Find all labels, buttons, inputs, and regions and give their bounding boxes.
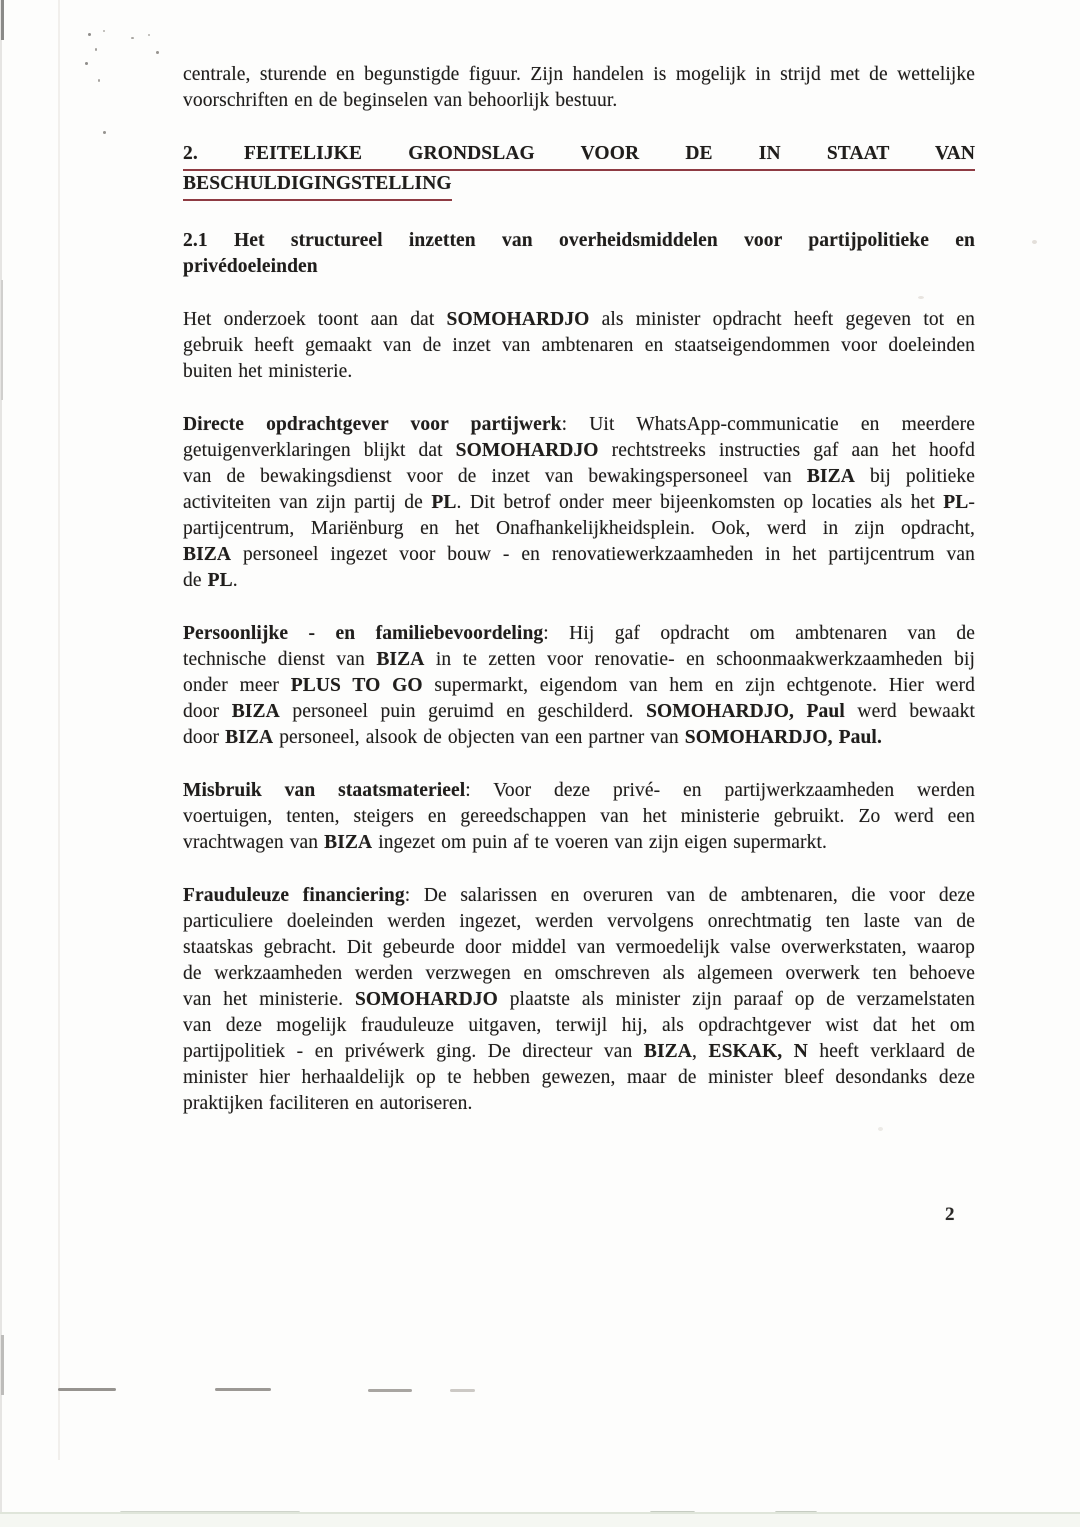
emphasized-text-run: PL [943, 492, 969, 513]
scan-speck [85, 62, 88, 65]
paragraph-persoonlijke-bevoordeling-line-3 [183, 673, 975, 699]
text-run: . Dit betrof onder meer bijeenkomsten op locaties als het [456, 492, 944, 513]
text-run: van deze mogelijk frauduleuze uitgaven, terwijl hij, als opdrachtgever wist dat het om [183, 1015, 975, 1036]
text-run: praktijken faciliteren en autoriseren. [183, 1093, 473, 1114]
page-number: 2 [945, 1204, 955, 1225]
paragraph-onderzoek-line-1 [183, 307, 975, 333]
scan-dash [215, 1388, 271, 1391]
text-run: werd bewaakt [844, 701, 975, 722]
scan-edge-line [1, 280, 3, 400]
text-run: supermarkt, eigendom van hem en zijn echtgenote. Hier werd [422, 675, 975, 696]
emphasized-text-run: BIZA [225, 727, 274, 748]
text-run: . [232, 570, 238, 591]
emphasized-text-run: 2.1 Het structureel inzetten van overheidsmiddelen voor partijpolitieke en [183, 230, 975, 251]
paragraph-directe-opdrachtgever-line-1 [183, 412, 975, 438]
paragraph-frauduleuze-financiering [183, 883, 975, 1117]
paragraph-onderzoek [183, 307, 975, 385]
paragraph-onderzoek-line-3 [183, 359, 975, 385]
text-run: door [183, 701, 232, 722]
paragraph-directe-opdrachtgever-line-6 [183, 542, 975, 568]
paragraph-frauduleuze-financiering-line-6 [183, 1013, 975, 1039]
scan-speck [918, 296, 924, 299]
text-run: partijcentrum, Mariënburg en het Onafhankelijkheidsplein. Ook, werd in zijn opdracht, [183, 518, 975, 539]
scan-edge-line [1, 1335, 4, 1395]
section-2-1-heading-line-2 [183, 254, 975, 280]
page-bottom-edge [0, 1512, 1080, 1527]
paragraph-directe-opdrachtgever-line-5 [183, 516, 975, 542]
scan-speck [103, 131, 106, 134]
paragraph-misbruik-staatsmaterieel-line-3 [183, 830, 975, 856]
scan-speck [95, 48, 97, 51]
text-run: in te zetten voor renovatie- en schoonmaakwerkzaamheden bij [424, 649, 975, 670]
paragraph-frauduleuze-financiering-line-4 [183, 961, 975, 987]
intro-paragraph-line-2 [183, 88, 975, 114]
emphasized-text-run: BIZA [806, 466, 855, 487]
paragraph-frauduleuze-financiering-line-7 [183, 1039, 975, 1065]
emphasized-text-run: Directe opdrachtgever voor partijwerk [183, 414, 562, 435]
scan-speck [156, 51, 159, 54]
scan-speck [131, 37, 134, 39]
paragraph-directe-opdrachtgever-line-4 [183, 490, 975, 516]
text-run: rechtstreeks instructies gaf aan het hoofd [598, 440, 975, 461]
paragraph-directe-opdrachtgever-line-7 [183, 568, 975, 594]
text-run: buiten het ministerie. [183, 361, 353, 382]
text-run: particuliere doeleinden werden ingezet, werden vervolgens onrechtmatig ten laste van de [183, 911, 975, 932]
emphasized-text-run: 2. FEITELIJKE GRONDSLAG VOOR DE IN STAAT VAN [183, 143, 975, 164]
text-run: activiteiten van zijn partij de [183, 492, 432, 513]
paragraph-persoonlijke-bevoordeling-line-2 [183, 647, 975, 673]
text-run: minister hier herhaaldelijk op te hebben gewezen, maar de minister bleef desondanks deze [183, 1067, 975, 1088]
scan-dash [368, 1389, 412, 1392]
intro-paragraph-line-1 [183, 62, 975, 88]
paragraph-misbruik-staatsmaterieel-line-2 [183, 804, 975, 830]
paragraph-frauduleuze-financiering-line-8 [183, 1065, 975, 1091]
emphasized-text-run: BESCHULDIGINGSTELLING [183, 173, 452, 194]
emphasized-text-run: Misbruik van staatsmaterieel [183, 780, 466, 801]
text-run: ingezet om puin af te voeren van zijn eigen supermarkt. [372, 832, 827, 853]
section-2-heading [183, 141, 975, 201]
paragraph-onderzoek-line-2 [183, 333, 975, 359]
text-run: de [183, 570, 208, 591]
emphasized-text-run: BIZA [183, 544, 232, 565]
paragraph-frauduleuze-financiering-line-1 [183, 883, 975, 909]
emphasized-text-run: SOMOHARDJO [446, 309, 590, 330]
paragraph-persoonlijke-bevoordeling [183, 621, 975, 751]
scan-edge-line [0, 0, 2, 1527]
text-run: personeel ingezet voor bouw - en renovatiewerkzaamheden in het partijcentrum van [231, 544, 975, 565]
text-run: personeel, alsook de objecten van een partner van [273, 727, 685, 748]
text-run: bij politieke [854, 466, 976, 487]
text-run: getuigenverklaringen blijkt dat [183, 440, 456, 461]
text-run: : De salarissen en overuren van de ambtenaren, die voor deze [404, 885, 975, 906]
text-run: de werkzaamheden werden verzwegen en omschreven als algemeen overwerk ten behoeve [183, 963, 975, 984]
paragraph-directe-opdrachtgever [183, 412, 975, 594]
paragraph-persoonlijke-bevoordeling-line-5 [183, 725, 975, 751]
text-run: voorschriften en de beginselen van behoorlijk bestuur. [183, 90, 618, 111]
scan-speck [88, 33, 91, 36]
text-run: staatskas gebracht. Dit gebeurde door middel van vermoedelijk valse overwerkstaten, waarop [183, 937, 975, 958]
paragraph-persoonlijke-bevoordeling-line-4 [183, 699, 975, 725]
paragraph-directe-opdrachtgever-line-2 [183, 438, 975, 464]
scan-speck [98, 79, 100, 82]
scan-dash [58, 1388, 116, 1391]
text-run: technische dienst van [183, 649, 377, 670]
text-run: personeel puin geruimd en geschilderd. [279, 701, 647, 722]
emphasized-text-run: BIZA [231, 701, 280, 722]
text-run: van de bewakingsdienst voor de inzet van bewakingspersoneel van [183, 466, 807, 487]
paragraph-frauduleuze-financiering-line-9 [183, 1091, 975, 1117]
paragraph-persoonlijke-bevoordeling-line-1 [183, 621, 975, 647]
section-2-heading-line-1 [183, 141, 975, 171]
text-run: plaatste als minister zijn paraaf op de verzamelstaten [497, 989, 975, 1010]
scan-speck [103, 30, 105, 32]
emphasized-text-run: PL [431, 492, 457, 513]
section-2-1-heading-line-1 [183, 228, 975, 254]
text-run: als minister opdracht heeft gegeven tot en [589, 309, 975, 330]
text-run: vrachtwagen van [183, 832, 325, 853]
emphasized-text-run: Frauduleuze financiering [183, 885, 405, 906]
text-run: centrale, sturende en begunstigde figuur. Zijn handelen is mogelijk in strijd met de wettelijke [183, 64, 975, 85]
paragraph-frauduleuze-financiering-line-5 [183, 987, 975, 1013]
scan-speck [1032, 240, 1037, 244]
section-2-heading-underlined-text [183, 171, 452, 201]
emphasized-text-run: SOMOHARDJO [354, 989, 498, 1010]
scan-dash [450, 1389, 475, 1392]
paragraph-misbruik-staatsmaterieel-line-1 [183, 778, 975, 804]
scan-speck [878, 1127, 883, 1131]
paragraph-frauduleuze-financiering-line-2 [183, 909, 975, 935]
text-run: : Uit WhatsApp-communicatie en meerdere [561, 414, 975, 435]
text-run: Het onderzoek toont aan dat [183, 309, 447, 330]
emphasized-text-run: PL [207, 570, 233, 591]
section-2-heading-line-2 [183, 171, 975, 201]
emphasized-text-run: SOMOHARDJO [455, 440, 599, 461]
text-run: , [691, 1041, 709, 1062]
intro-paragraph [183, 62, 975, 114]
text-run: gebruik heeft gemaakt van de inzet van ambtenaren en staatseigendommen voor doeleinden [183, 335, 975, 356]
text-run: : Hij gaf opdracht om ambtenaren van de [543, 623, 975, 644]
text-run: - [968, 492, 975, 513]
scan-edge-line [58, 0, 60, 1460]
text-run: onder meer [183, 675, 291, 696]
paragraph-frauduleuze-financiering-line-3 [183, 935, 975, 961]
emphasized-text-run: BIZA [376, 649, 425, 670]
document-content [183, 62, 975, 1117]
emphasized-text-run: Persoonlijke - en familiebevoordeling [183, 623, 544, 644]
emphasized-text-run: PLUS TO GO [290, 675, 423, 696]
text-run: voertuigen, tenten, steigers en gereedschappen van het ministerie gebruikt. Zo werd een [183, 806, 975, 827]
scan-edge-line [1, 0, 4, 40]
text-run: door [183, 727, 226, 748]
emphasized-text-run: privédoeleinden [183, 256, 318, 277]
paragraph-misbruik-staatsmaterieel [183, 778, 975, 856]
emphasized-text-run: SOMOHARDJO, Paul [646, 701, 845, 722]
text-run: van het ministerie. [183, 989, 355, 1010]
emphasized-text-run: BIZA [324, 832, 373, 853]
section-2-1-heading [183, 228, 975, 280]
emphasized-text-run: BIZA [643, 1041, 692, 1062]
text-run: heeft verklaard de [807, 1041, 975, 1062]
text-run: partijpolitiek - en privéwerk ging. De directeur van [183, 1041, 644, 1062]
emphasized-text-run: SOMOHARDJO, Paul. [684, 727, 882, 748]
paragraph-directe-opdrachtgever-line-3 [183, 464, 975, 490]
scan-speck [148, 34, 150, 36]
emphasized-text-run: ESKAK, N [708, 1041, 808, 1062]
text-run: : Voor deze privé- en partijwerkzaamheden werden [465, 780, 975, 801]
